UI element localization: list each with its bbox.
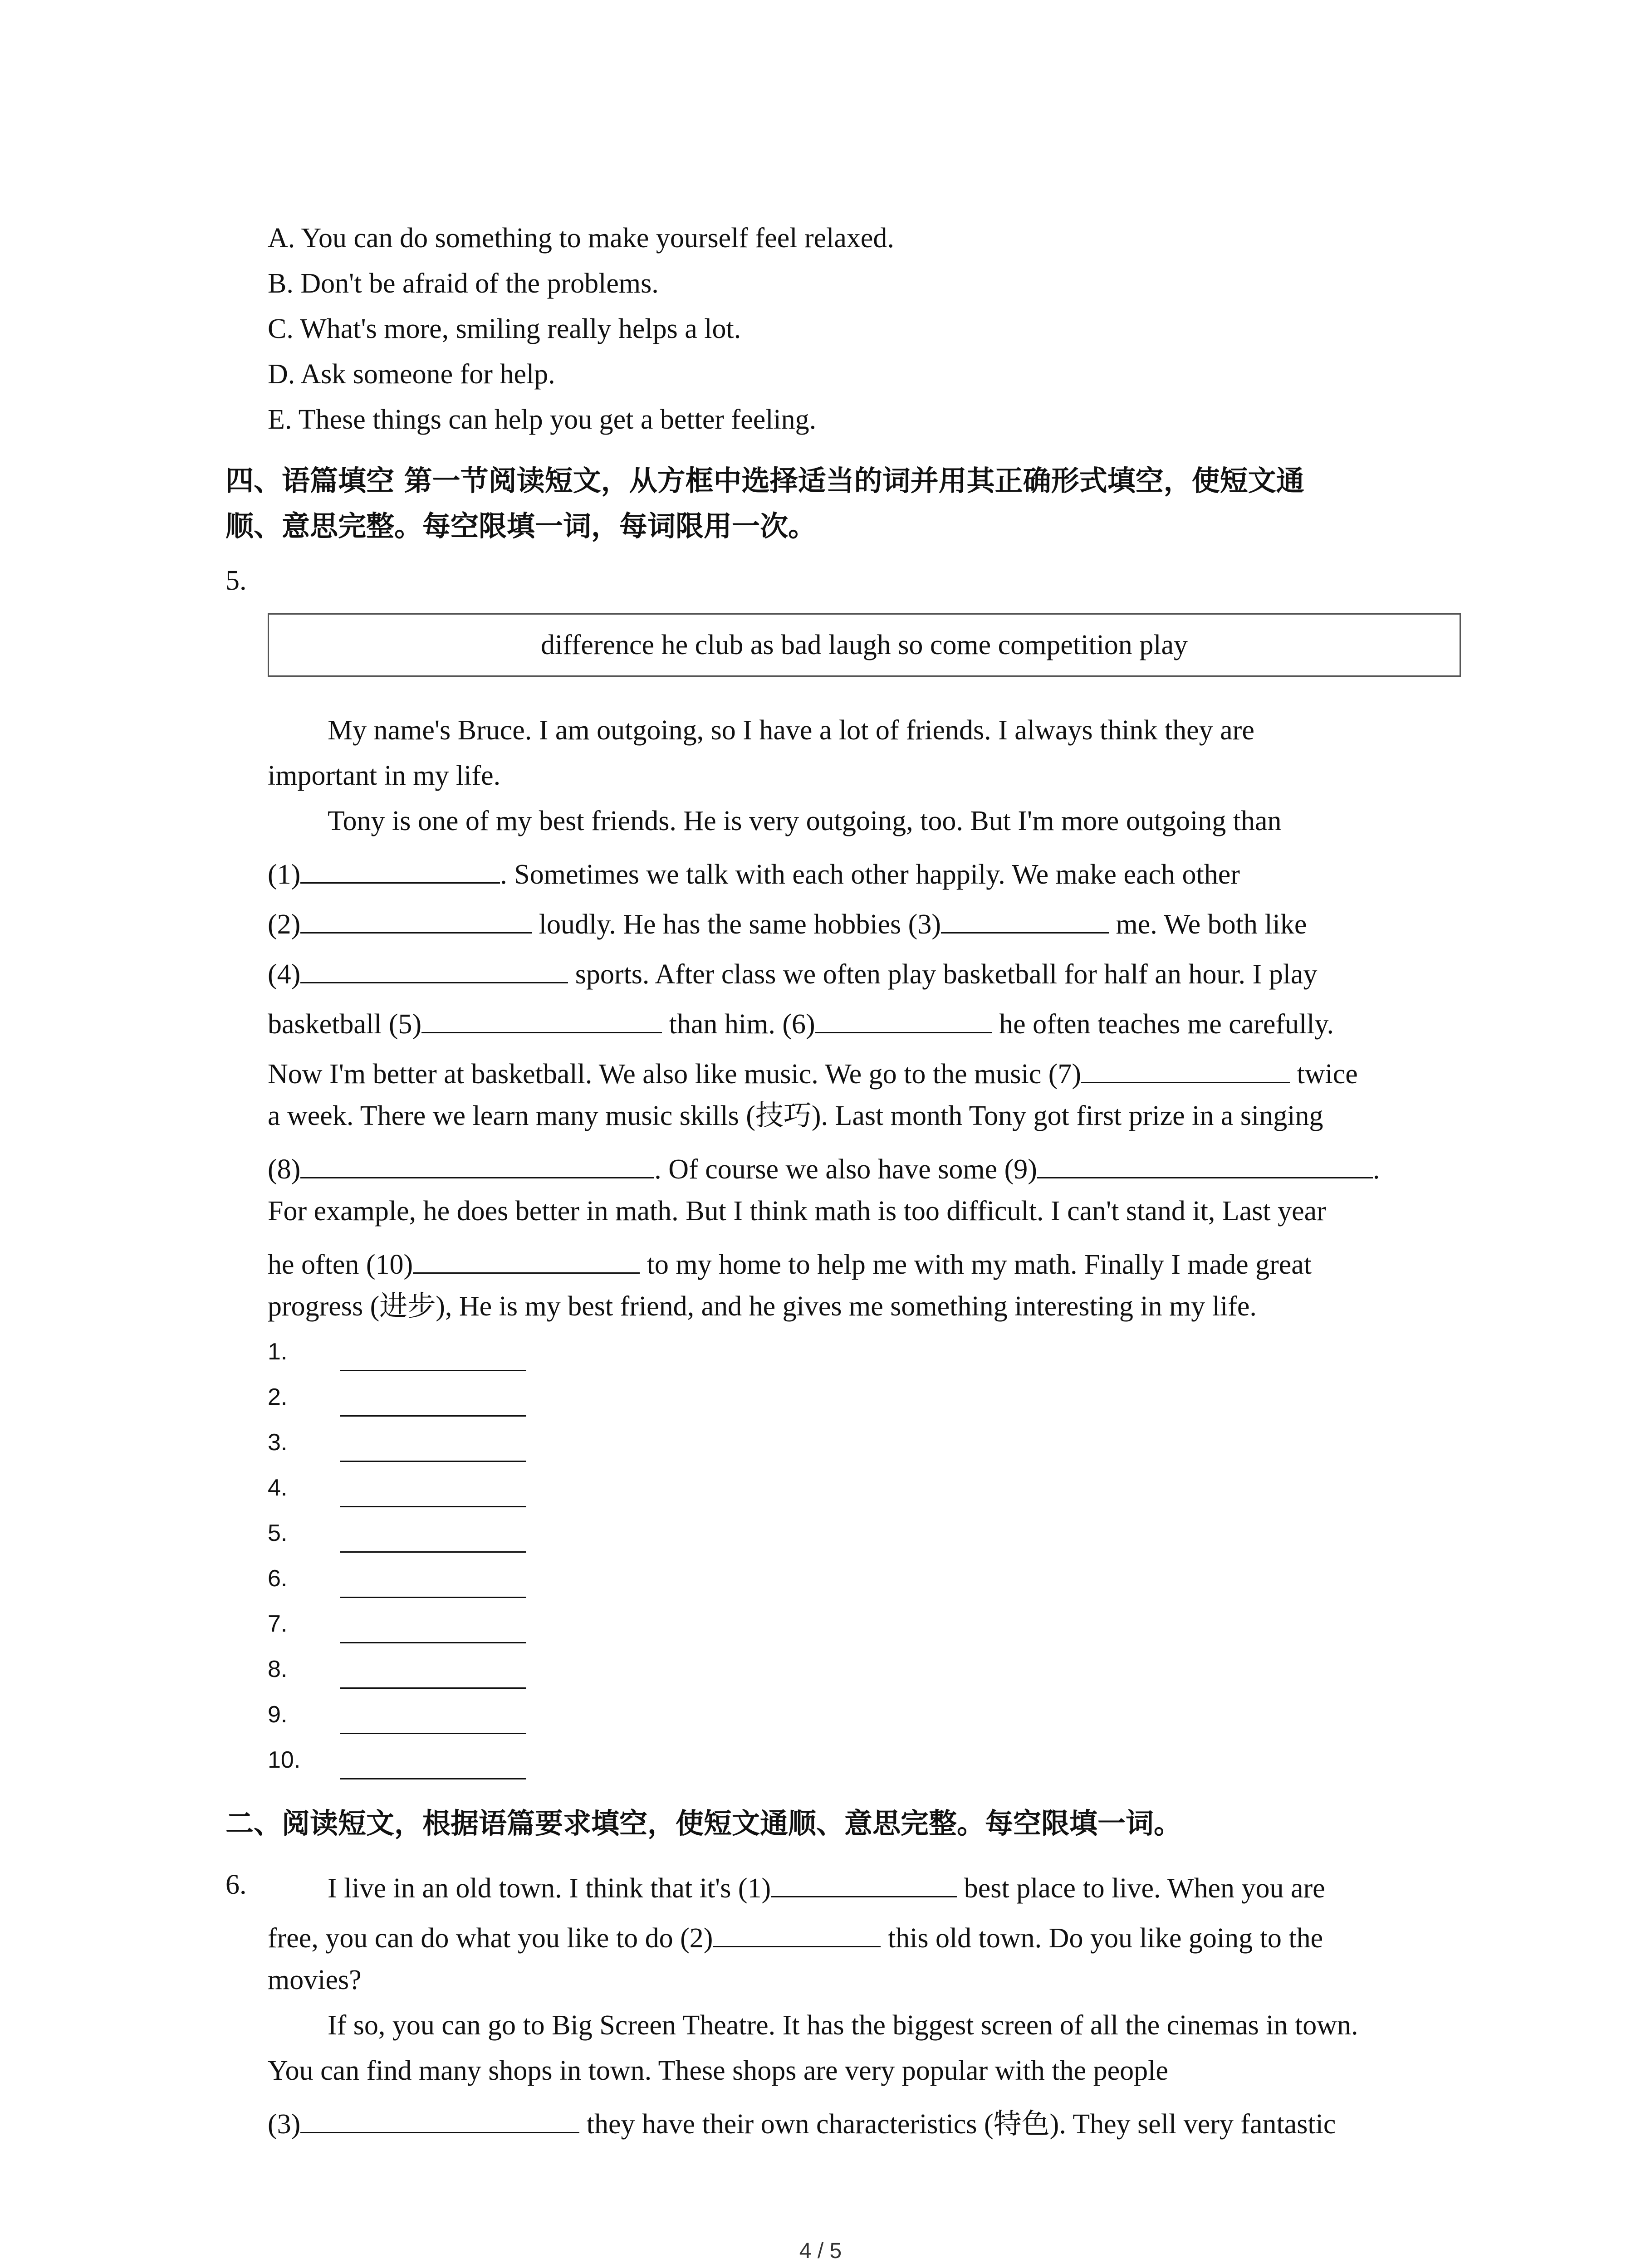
option-a: A. You can do something to make yourself feel relaxed. [268,223,894,254]
passage-text: than him. (6) [662,1009,815,1040]
blank-8[interactable] [300,1145,654,1178]
passage-line10 [268,1145,1380,1190]
passage-text: Now I'm better at basketball. We also like music. We go to the music (7) [268,1059,1082,1090]
answer-line[interactable] [340,1415,526,1417]
passage2-line6 [268,2100,1336,2145]
passage-text: free, you can do what you like to do (2) [268,1923,713,1954]
blank-2[interactable] [300,900,532,934]
passage-line6 [268,950,1317,995]
passage-text: . Of course we also have some (9) [654,1154,1037,1185]
passage-text: twice [1290,1059,1358,1090]
blank-7[interactable] [1081,1050,1290,1083]
option-b: B. Don't be afraid of the problems. [268,268,659,299]
blank-1[interactable] [300,850,500,884]
passage-line13: progress (进步), He is my best friend, and he gives me something interesting in my life. [268,1291,1257,1322]
answer-number: 7. [268,1611,288,1637]
answer-number: 9. [268,1701,288,1728]
passage-text: he often (10) [268,1249,413,1280]
answer-line[interactable] [340,1370,526,1371]
passage-text: (1) [268,859,301,890]
passage2-line2 [268,1914,1323,1959]
passage-line11: For example, he does better in math. But I think math is too difficult. I can't stand it, Last year [268,1196,1326,1227]
blank-s2-2[interactable] [713,1914,881,1947]
passage-line12 [268,1241,1312,1285]
answer-line[interactable] [340,1551,526,1553]
question-number-6: 6. [225,1869,247,1900]
passage-text: (4) [268,959,301,990]
passage-text: . Sometimes we talk with each other happily. We make each other [500,859,1240,890]
passage-line5 [268,900,1307,945]
answer-line[interactable] [340,1506,526,1507]
passage-line4 [268,850,1240,895]
answer-number: 6. [268,1565,288,1592]
passage-line8 [268,1050,1358,1095]
passage-line9: a week. There we learn many music skills (技巧). Last month Tony got first prize in a singing [268,1100,1323,1131]
answer-number: 8. [268,1656,288,1682]
answer-number: 10. [268,1747,301,1773]
option-c: C. What's more, smiling really helps a lot. [268,313,741,344]
answer-number: 5. [268,1520,288,1546]
answer-number: 4. [268,1475,288,1501]
answer-line[interactable] [340,1778,526,1779]
answer-number: 2. [268,1384,288,1410]
answer-line[interactable] [340,1461,526,1462]
blank-10[interactable] [413,1241,640,1274]
passage2-line4: If so, you can go to Big Screen Theatre. It has the biggest screen of all the cinemas in town. [328,2010,1358,2041]
page-number: 4 / 5 [799,2239,842,2263]
passage-text: I live in an old town. I think that it's (1) [328,1873,771,1904]
passage-p1-line2: important in my life. [268,760,501,791]
passage-text: to my home to help me with my math. Finally I made great [640,1249,1312,1280]
answer-number: 1. [268,1339,288,1365]
passage-text: they have their own characteristics (特色). They sell very fantastic [579,2109,1336,2140]
blank-s2-3[interactable] [300,2100,579,2133]
section4-heading-line2: 顺、意思完整。每空限填一词，每词限用一次。 [225,509,817,543]
word-box: difference he club as bad laugh so come competition play [268,613,1461,677]
passage-text: me. We both like [1108,909,1307,940]
answer-line[interactable] [340,1733,526,1734]
passage-text: . [1372,1154,1380,1185]
passage-text: (2) [268,909,301,940]
blank-s2-1[interactable] [771,1864,957,1897]
passage-p2-line1: Tony is one of my best friends. He is very outgoing, too. But I'm more outgoing than [328,806,1282,836]
passage-text: this old town. Do you like going to the [881,1923,1323,1954]
answer-line[interactable] [340,1642,526,1643]
blank-5[interactable] [421,1000,662,1033]
blank-6[interactable] [815,1000,992,1033]
section2-heading: 二、阅读短文，根据语篇要求填空，使短文通顺、意思完整。每空限填一词。 [225,1807,1182,1840]
blank-4[interactable] [300,950,568,983]
question-number-5: 5. [225,565,247,596]
passage-p1-line1: My name's Bruce. I am outgoing, so I have a lot of friends. I always think they are [328,715,1254,746]
option-e: E. These things can help you get a better feeling. [268,404,817,435]
passage-line7 [268,1000,1334,1045]
blank-9[interactable] [1037,1145,1373,1178]
answer-number: 3. [268,1429,288,1456]
answer-line[interactable] [340,1687,526,1689]
passage-text: sports. After class we often play basketball for half an hour. I play [568,959,1318,990]
passage-text: (8) [268,1154,301,1185]
passage-text: best place to live. When you are [957,1873,1325,1904]
passage-text: basketball (5) [268,1009,422,1040]
passage2-line5: You can find many shops in town. These shops are very popular with the people [268,2055,1168,2086]
passage2-line1 [328,1864,1325,1909]
section4-heading-line1: 四、语篇填空 第一节阅读短文，从方框中选择适当的词并用其正确形式填空，使短文通 [225,464,1304,497]
answer-line[interactable] [340,1597,526,1598]
passage-text: he often teaches me carefully. [992,1009,1334,1040]
passage-text: (3) [268,2109,301,2140]
passage-text: loudly. He has the same hobbies (3) [532,909,941,940]
option-d: D. Ask someone for help. [268,359,555,390]
passage2-line3: movies? [268,1965,362,1995]
blank-3[interactable] [941,900,1109,934]
